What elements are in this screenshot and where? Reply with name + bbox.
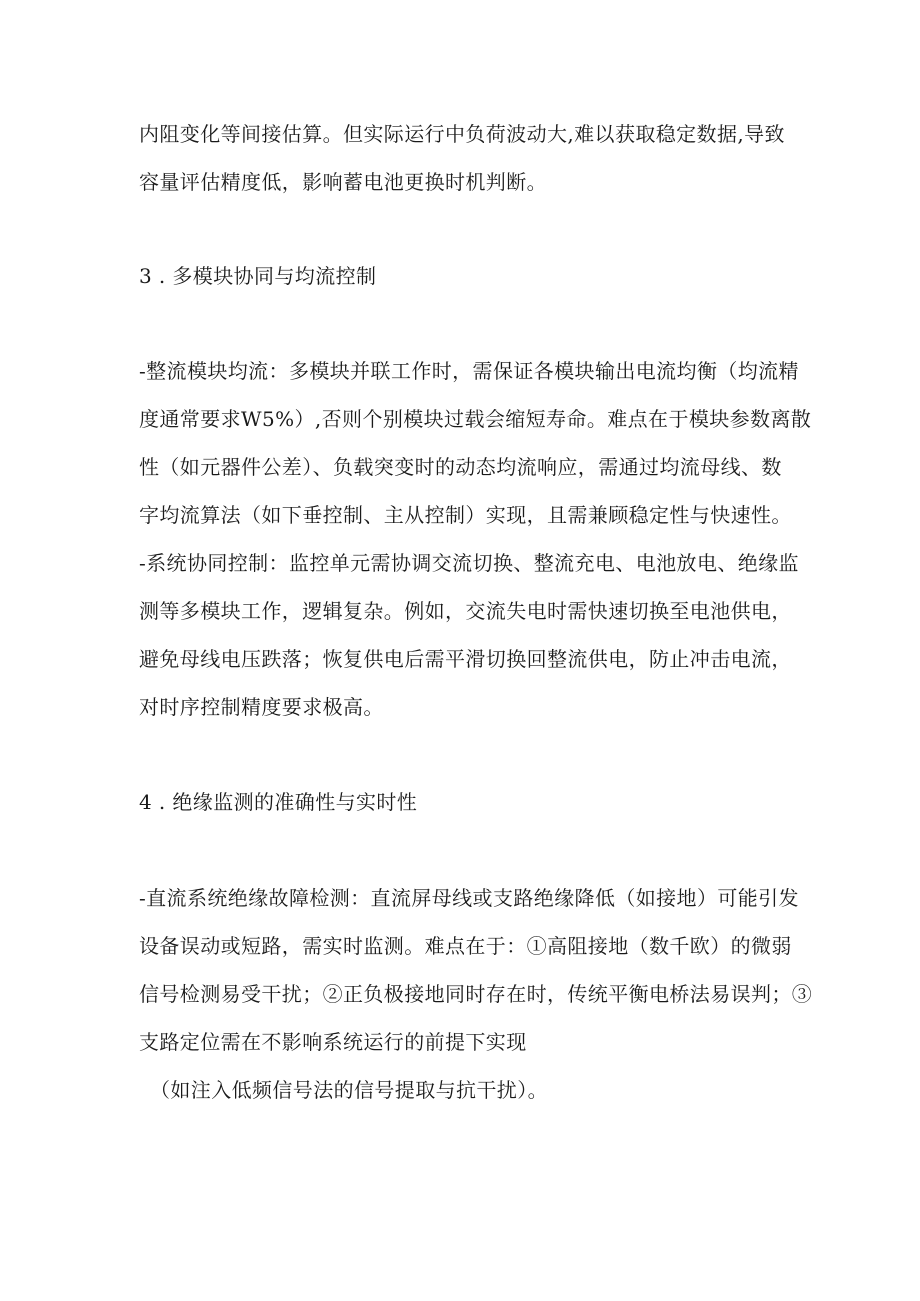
- paragraph-line: -直流系统绝缘故障检测：直流屏母线或支路绝缘降低（如接地）可能引发: [139, 886, 799, 910]
- paragraph-line: 性（如元器件公差）、负载突变时的动态均流响应，需通过均流母线、数: [139, 455, 782, 479]
- paragraph-line: -系统协同控制：监控单元需协调交流切换、整流充电、电池放电、绝缘监: [139, 551, 799, 575]
- paragraph-line: -整流模块均流：多模块并联工作时，需保证各模块输出电流均衡（均流精: [139, 359, 799, 383]
- paragraph-line: 设备误动或短路，需实时监测。难点在于：①高阻接地（数千欧）的微弱: [139, 934, 792, 958]
- paragraph-line: 容量评估精度低，影响蓄电池更换时机判断。: [139, 170, 547, 194]
- paragraph-line: 内阻变化等间接估算。但实际运行中负荷波动大,难以获取稳定数据,导致: [139, 122, 785, 146]
- paragraph-line: 字均流算法（如下垂控制、主从控制）实现，且需兼顾稳定性与快速性。: [139, 503, 792, 527]
- paragraph-line: （如注入低频信号法的信号提取与抗干扰）。: [150, 1078, 548, 1102]
- paragraph-line: 避免母线电压跌落；恢复供电后需平滑切换回整流供电，防止冲击电流，: [139, 647, 792, 671]
- section-heading-4: 4 . 绝缘监测的准确性与实时性: [139, 790, 418, 814]
- section-heading-3: 3 . 多模块协同与均流控制: [139, 264, 377, 288]
- paragraph-line: 测等多模块工作，逻辑复杂。例如，交流失电时需快速切换至电池供电，: [139, 599, 792, 623]
- paragraph-line: 支路定位需在不影响系统运行的前提下实现: [139, 1030, 527, 1054]
- paragraph-line: 度通常要求W5%）,否则个别模块过载会缩短寿命。难点在于模块参数离散: [139, 407, 812, 431]
- paragraph-line: 对时序控制精度要求极高。: [139, 695, 384, 719]
- paragraph-line: 信号检测易受干扰；②正负极接地同时存在时，传统平衡电桥法易误判；③: [139, 982, 813, 1006]
